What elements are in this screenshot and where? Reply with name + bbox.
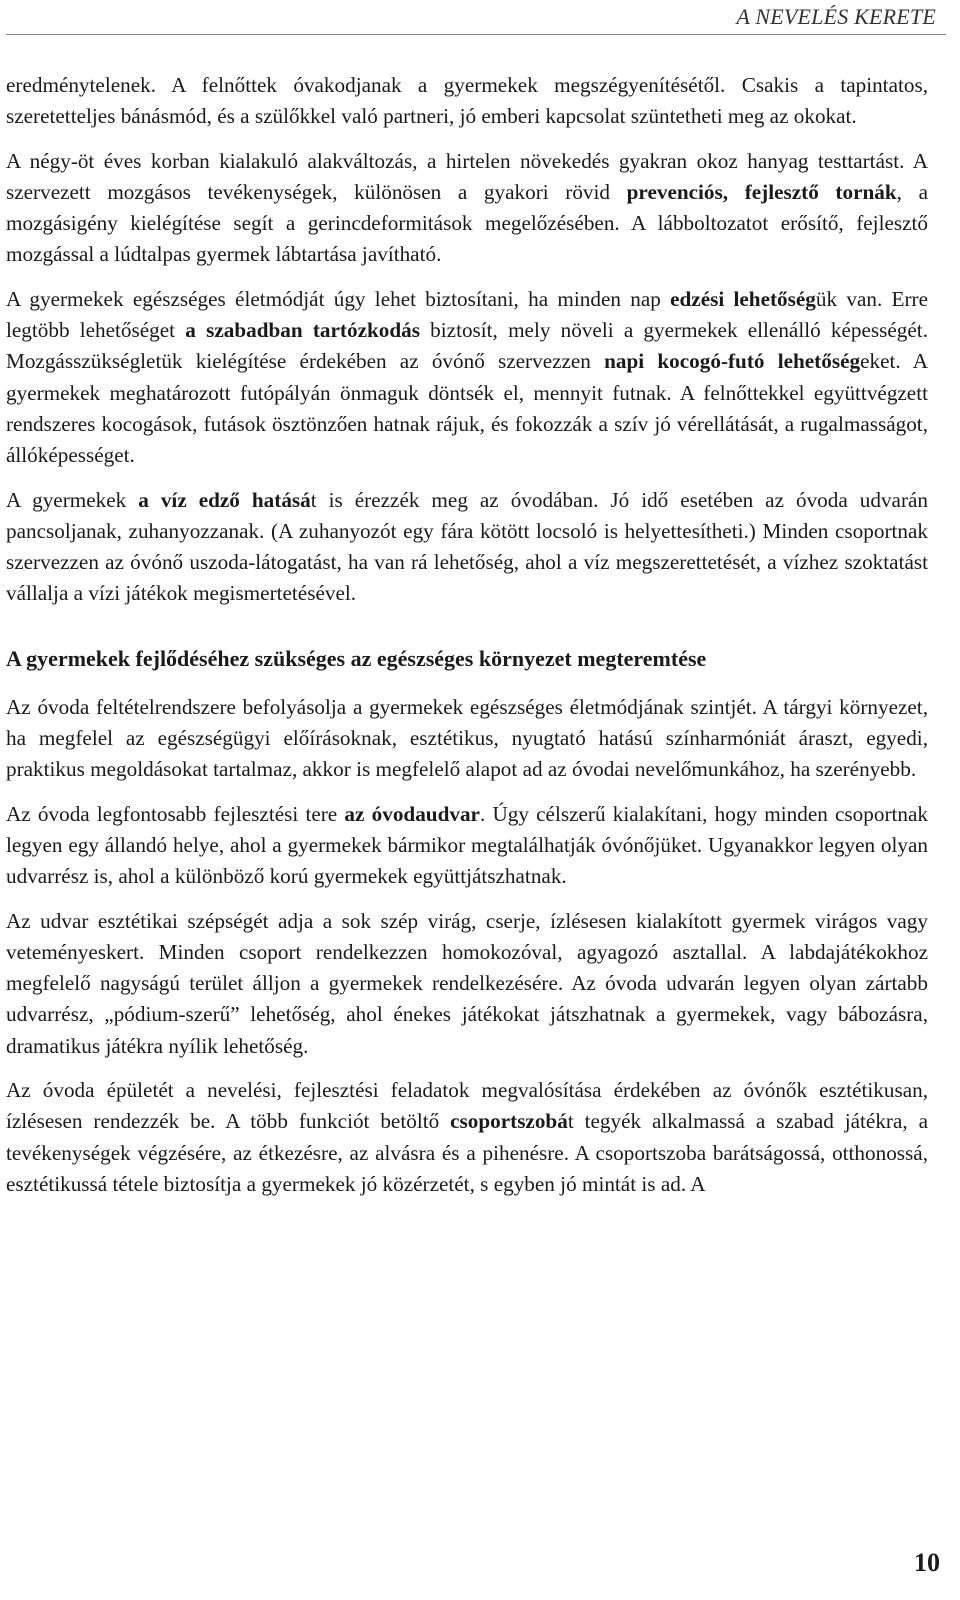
bold-text: az óvodaudvar [344,801,480,826]
paragraph [6,70,928,133]
text-run: A gyermekek egészséges életmódját úgy lehet biztosítani, ha minden nap [6,286,671,311]
text-run: eredménytelenek. A felnőttek óvakodjanak a gyermekek megszégyenítésétől. Csakis a tapintatos, szeretetteljes bánásmód, és a szülőkkel való partneri, jó emberi kapcsolat szüntetheti meg az okokat. [6,73,928,129]
paragraph [6,1075,928,1200]
bold-text: a víz edző hatásá [138,487,311,512]
bold-text: csoportszobá [450,1109,568,1134]
text-run: t tegyék alkalmassá a szabad játékra, a tevékenységek végzésére, az étkezésre, az alvásra és a pihenésre. A csoportszoba barátságossá, otthonossá, esztétikussá tétele biztosítja a gyermekek jó közérzetét, s egyben jó mintát is ad. A [6,1109,928,1196]
bold-text: napi kocogó-futó lehetőség [604,349,861,374]
paragraph [6,799,928,893]
text-run: biztosít, mely növeli a gyermekek ellenálló képességét. Mozgásszükségletük kielégítése érdekében az óvónő szervezzen [6,318,928,374]
text-run: A négy-öt éves korban kialakuló alakváltozás, a hirtelen növekedés gyakran okoz hanyag testtartást. A szervezett mozgásos tevékenységek, különösen a gyakori rövid [6,148,928,204]
running-header: A NEVELÉS KERETE [736,4,936,29]
header-divider [6,34,946,35]
text-run: . Úgy célszerű kialakítani, hogy minden csoportnak legyen egy állandó helye, ahol a gyermekek bármikor megtalálhatják óvónőjüket. Ugyanakkor legyen olyan udvarrész is, ahol a különböző korú gyermekek együttjátszhatnak. [6,801,928,889]
text-run: , a mozgásigény kielégítése segít a gerincdeformitások megelőzésében. A lábboltozatot erősítő, fejlesztő mozgással a lúdtalpas gyermek lábtartása javítható. [6,179,928,267]
text-run: Az óvoda feltételrendszere befolyásolja a gyermekek egészséges életmódjának szintjét. A tárgyi környezet, ha megfelel az egészségügyi előírásoknak, esztétikus, nyugtató hatású színharmóniát áraszt, egyedi, praktikus megoldásokat tartalmaz, akkor is megfelelő alapot ad az óvodai nevelőmunkához, ha szerényebb. [6,694,928,782]
bold-text: prevenciós, fejlesztő tornák [626,179,897,204]
text-run: A gyermekek [6,487,139,512]
bold-text: a szabadban tartózkodás [185,318,420,343]
text-run: Az óvoda épületét a nevelési, fejlesztési feladatok megvalósítása érdekében az óvónők esztétikusan, ízlésesen rendezzék be. A több funkciót betöltő [6,1078,928,1134]
bold-text: edzési lehetőség [670,286,816,311]
section-heading: A gyermekek fejlődéséhez szükséges az egészséges környezet megteremtése [6,645,707,671]
paragraph [6,485,928,610]
paragraph [6,692,928,786]
paragraph [6,906,928,1062]
text-run: Az óvoda legfontosabb fejlesztési tere [6,801,345,826]
paragraph [6,284,928,472]
page-number: 10 [914,1548,940,1577]
intro-paragraphs [6,70,928,610]
page-content [6,70,928,1213]
text-run: eket. A gyermekek meghatározott futópályán önmaguk döntsék el, mennyit futnak. A felnőttekkel együttvégzett rendszeres kocogások, futások ösztönzően hatnak rájuk, és fokozzák a szív jó vérellátását, a rugalmasságot, állóképességet. [6,349,929,468]
paragraph [6,146,928,271]
text-run: ük van. Erre legtöbb lehetőséget [6,286,928,343]
text-run: Az udvar esztétikai szépségét adja a sok szép virág, cserje, ízlésesen kialakított gyermek virágos vagy veteményeskert. Minden csoport rendelkezzen homokozóval, agyagozó asztallal. A labdajátékokhoz megfelelő nagyságú terület álljon a gyermekek rendelkezésére. Az óvoda udvarán legyen olyan zártabb udvarrész, „pódium-szerű” lehetőség, ahol énekes játékokat játszhatnak a gyermekek, vagy bábozásra, dramatikus játékra nyílik lehetőség. [6,908,928,1058]
section-paragraphs [6,692,928,1200]
text-run: t is érezzék meg az óvodában. Jó idő esetében az óvoda udvarán pancsoljanak, zuhanyozzanak. (A zuhanyozót egy fára kötött locsoló is helyettesítheti.) Minden csoportnak szervezzen az óvónő uszoda-látogatást, ha van rá lehetőség, ahol a víz megszerettetését, a vízhez szoktatást vállalja a vízi játékok megismertetésével. [6,487,928,606]
